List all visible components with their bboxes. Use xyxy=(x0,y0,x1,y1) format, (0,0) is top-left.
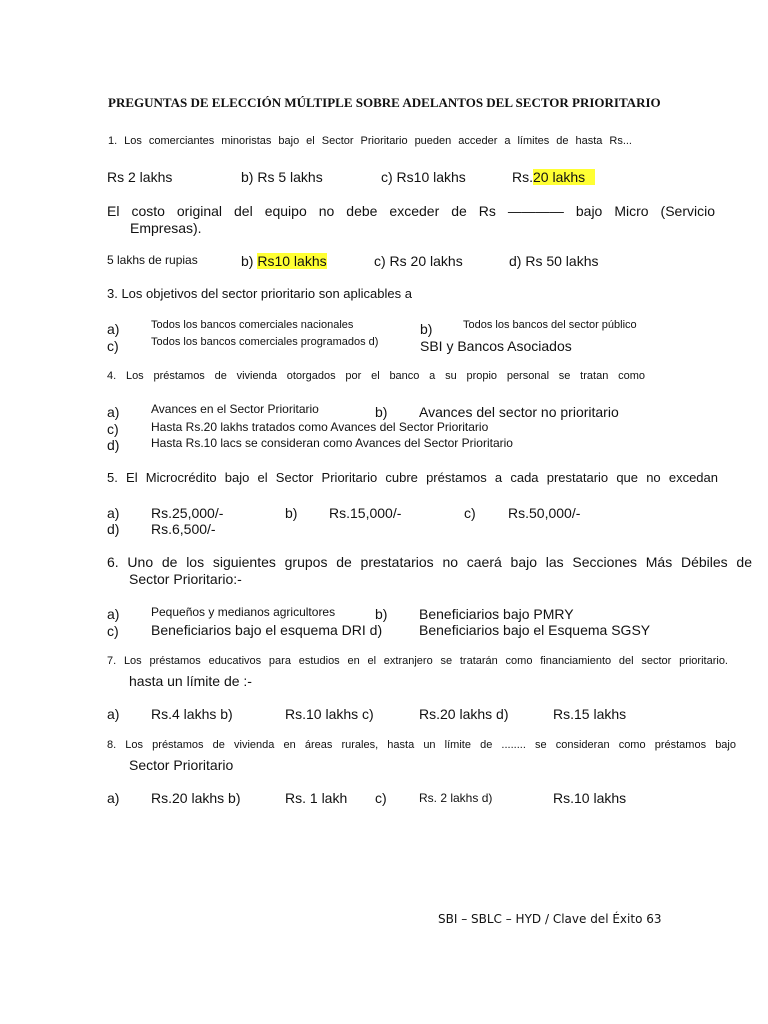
q3-label-c: c) xyxy=(107,338,119,354)
q1-option-d: Rs.20 lakhs xyxy=(512,170,595,184)
q1-option-d-highlight: 20 lakhs xyxy=(533,169,595,185)
question-4-text: 4. Los préstamos de vivienda otorgados por el banco a su propio personal se tratan como xyxy=(107,370,645,382)
q7-option-c: Rs.20 lakhs d) xyxy=(419,706,509,722)
question-7-text: 7. Los préstamos educativos para estudios en el extranjero se tratarán como financiamiento del sector prioritario. xyxy=(107,655,728,667)
q5-option-d: Rs.6,500/- xyxy=(151,521,216,537)
q2-option-a: 5 lakhs de rupias xyxy=(107,253,198,267)
page-footer: SBI – SBLC – HYD / Clave del Éxito 63 xyxy=(438,912,662,926)
q7-label-a: a) xyxy=(107,706,120,722)
q7-option-a: Rs.4 lakhs b) xyxy=(151,706,233,722)
q5-option-a: Rs.25,000/- xyxy=(151,505,224,521)
q6-label-a: a) xyxy=(107,606,120,622)
q4-label-c: c) xyxy=(107,421,119,437)
q3-option-c: Todos los bancos comerciales programados d) xyxy=(151,336,379,348)
q8-option-b: Rs. 1 lakh xyxy=(285,790,348,806)
question-7-text-cont: hasta un límite de :- xyxy=(129,673,252,689)
q5-label-b: b) xyxy=(285,505,298,521)
q8-option-d: Rs.10 lakhs xyxy=(553,790,627,806)
q3-option-a: Todos los bancos comerciales nacionales xyxy=(151,319,354,331)
q4-option-b: Avances del sector no prioritario xyxy=(419,404,619,420)
q3-label-b: b) xyxy=(420,321,433,337)
q6-label-c: c) xyxy=(107,623,119,639)
page-title: PREGUNTAS DE ELECCIÓN MÚLTIPLE SOBRE ADELANTOS DEL SECTOR PRIORITARIO xyxy=(108,95,661,110)
q2-option-c: c) Rs 20 lakhs xyxy=(374,253,463,269)
q4-label-b: b) xyxy=(375,404,388,420)
q5-label-c: c) xyxy=(464,505,476,521)
q5-label-d: d) xyxy=(107,521,120,537)
question-6-text: 6. Uno de los siguientes grupos de prestatarios no caerá bajo las Secciones Más Débiles de xyxy=(107,554,752,570)
q5-option-b: Rs.15,000/- xyxy=(329,505,402,521)
q5-label-a: a) xyxy=(107,505,120,521)
question-2-text-cont: Empresas). xyxy=(130,220,202,236)
question-2-text: El costo original del equipo no debe exceder de Rs ———— bajo Micro (Servicio xyxy=(107,203,715,219)
question-1-text: 1. Los comerciantes minoristas bajo el Sector Prioritario pueden acceder a límites de hasta Rs... xyxy=(108,135,632,147)
q1-option-c: c) Rs10 lakhs xyxy=(381,169,466,185)
q2-option-b: b) Rs10 lakhs xyxy=(241,253,327,269)
q8-option-c: Rs. 2 lakhs d) xyxy=(419,791,493,805)
q4-option-c: Hasta Rs.20 lakhs tratados como Avances del Sector Prioritario xyxy=(151,420,489,434)
q7-option-b: Rs.10 lakhs c) xyxy=(285,706,374,722)
question-8-text: 8. Los préstamos de vivienda en áreas rurales, hasta un límite de ........ se consideran como préstamos bajo xyxy=(107,739,736,751)
q6-label-b: b) xyxy=(375,606,388,622)
q5-option-c: Rs.50,000/- xyxy=(508,505,581,521)
q8-option-a: Rs.20 lakhs b) xyxy=(151,790,241,806)
q2-option-b-highlight: Rs10 lakhs xyxy=(257,253,327,269)
q4-option-d: Hasta Rs.10 lacs se consideran como Avances del Sector Prioritario xyxy=(151,436,513,450)
question-6-text-cont: Sector Prioritario:- xyxy=(129,571,242,587)
q1-option-a: Rs 2 lakhs xyxy=(107,169,173,185)
q4-label-d: d) xyxy=(107,437,120,453)
q3-option-d: SBI y Bancos Asociados xyxy=(420,338,572,354)
q4-option-a: Avances en el Sector Prioritario xyxy=(151,402,319,416)
q6-option-b: Beneficiarios bajo PMRY xyxy=(419,606,574,622)
question-8-text-cont: Sector Prioritario xyxy=(129,757,234,773)
q7-option-d: Rs.15 lakhs xyxy=(553,706,627,722)
q3-option-b: Todos los bancos del sector público xyxy=(463,319,637,331)
q3-label-a: a) xyxy=(107,321,120,337)
q8-label-c: c) xyxy=(375,790,387,806)
question-3-text: 3. Los objetivos del sector prioritario son aplicables a xyxy=(107,286,412,301)
q6-option-d: Beneficiarios bajo el Esquema SGSY xyxy=(419,622,651,638)
q6-option-a: Pequeños y medianos agricultores xyxy=(151,605,336,619)
q8-label-a: a) xyxy=(107,790,120,806)
q2-option-d: d) Rs 50 lakhs xyxy=(509,253,599,269)
q6-option-c: Beneficiarios bajo el esquema DRI d) xyxy=(151,622,383,638)
q1-option-b: b) Rs 5 lakhs xyxy=(241,169,323,185)
question-5-text: 5. El Microcrédito bajo el Sector Prioritario cubre préstamos a cada prestatario que no excedan xyxy=(107,470,718,485)
q4-label-a: a) xyxy=(107,404,120,420)
